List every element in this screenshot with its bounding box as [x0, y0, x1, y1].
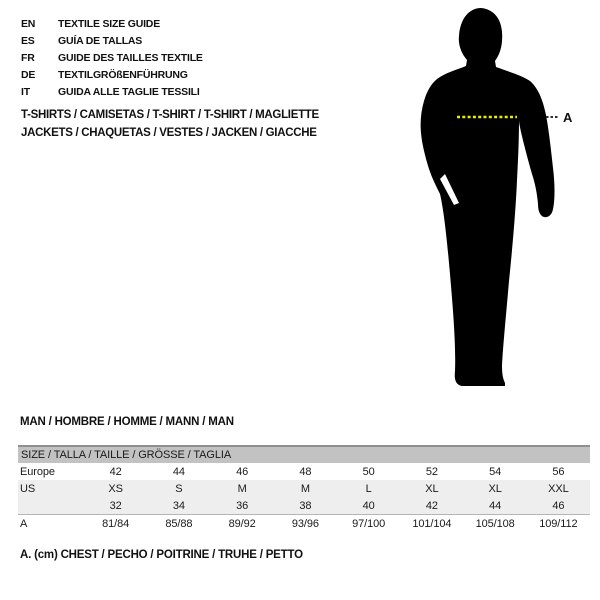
size-cell: XXL [548, 482, 569, 495]
size-table [18, 445, 590, 532]
language-code: IT [21, 85, 30, 98]
size-cell: 56 [552, 465, 565, 478]
size-table-header: SIZE / TALLA / TAILLE / GRÖSSE / TAGLIA [18, 445, 590, 463]
size-cell: 54 [489, 465, 502, 478]
size-cell: 89/92 [228, 517, 256, 530]
row-label: US [20, 482, 36, 495]
product-category-line-jackets: JACKETS / CHAQUETAS / VESTES / JACKEN / GIACCHE [21, 127, 317, 139]
size-cell: 93/96 [291, 517, 319, 530]
size-cell: XL [425, 482, 439, 495]
size-cell: 48 [299, 465, 312, 478]
size-row-europe [18, 463, 590, 480]
language-label: TEXTILE SIZE GUIDE [58, 17, 160, 30]
size-cell: XS [108, 482, 123, 495]
language-code: DE [21, 68, 36, 81]
size-cell: XL [488, 482, 502, 495]
language-row-en [21, 15, 203, 32]
size-cell: 44 [489, 499, 502, 512]
size-cell: 105/108 [475, 517, 515, 530]
size-cell: 46 [552, 499, 565, 512]
language-code: EN [21, 17, 36, 30]
size-cell: M [237, 482, 247, 495]
size-cell: L [365, 482, 372, 495]
language-label: GUIDE DES TAILLES TEXTILE [58, 51, 203, 64]
measurement-footnote: A. (cm) CHEST / PECHO / POITRINE / TRUHE / PETTO [20, 549, 303, 561]
size-cell: 42 [109, 465, 122, 478]
size-cell: 32 [109, 499, 122, 512]
man-silhouette [421, 8, 555, 386]
language-label: GUÍA DE TALLAS [58, 34, 143, 47]
product-categories [21, 106, 319, 142]
language-label: GUIDA ALLE TAGLIE TESSILI [58, 85, 200, 98]
size-cell: 36 [236, 499, 249, 512]
size-row-us [18, 480, 590, 497]
product-category-line-tshirts: T-SHIRTS / CAMISETAS / T-SHIRT / T-SHIRT / MAGLIETTE [21, 109, 319, 121]
size-cell: 46 [236, 465, 249, 478]
size-cell: 50 [362, 465, 375, 478]
size-cell: S [175, 482, 183, 495]
size-cell: 38 [299, 499, 312, 512]
language-row-fr [21, 49, 203, 66]
language-code: FR [21, 51, 35, 64]
size-cell: 97/100 [352, 517, 386, 530]
size-cell: 85/88 [165, 517, 193, 530]
man-silhouette-figure [400, 0, 600, 400]
gender-heading: MAN / HOMBRE / HOMME / MANN / MAN [20, 416, 234, 428]
size-cell: 40 [362, 499, 375, 512]
size-row-chest-cm [18, 514, 590, 532]
language-label: TEXTILGRÖßENFÜHRUNG [58, 68, 188, 81]
language-code: ES [21, 34, 35, 47]
size-cell: 101/104 [412, 517, 452, 530]
row-label: Europe [20, 465, 55, 478]
language-row-es [21, 32, 203, 49]
measure-label-a: A [563, 110, 573, 125]
language-row-de [21, 66, 203, 83]
size-cell: 52 [425, 465, 438, 478]
size-cell: 81/84 [102, 517, 130, 530]
size-cell: M [300, 482, 310, 495]
size-cell: 42 [425, 499, 438, 512]
language-row-it [21, 83, 203, 100]
language-list [21, 15, 203, 100]
size-row-numeric [18, 497, 590, 514]
size-cell: 44 [172, 465, 185, 478]
row-label: A [20, 517, 28, 530]
size-cell: 109/112 [539, 517, 578, 530]
size-cell: 34 [172, 499, 185, 512]
